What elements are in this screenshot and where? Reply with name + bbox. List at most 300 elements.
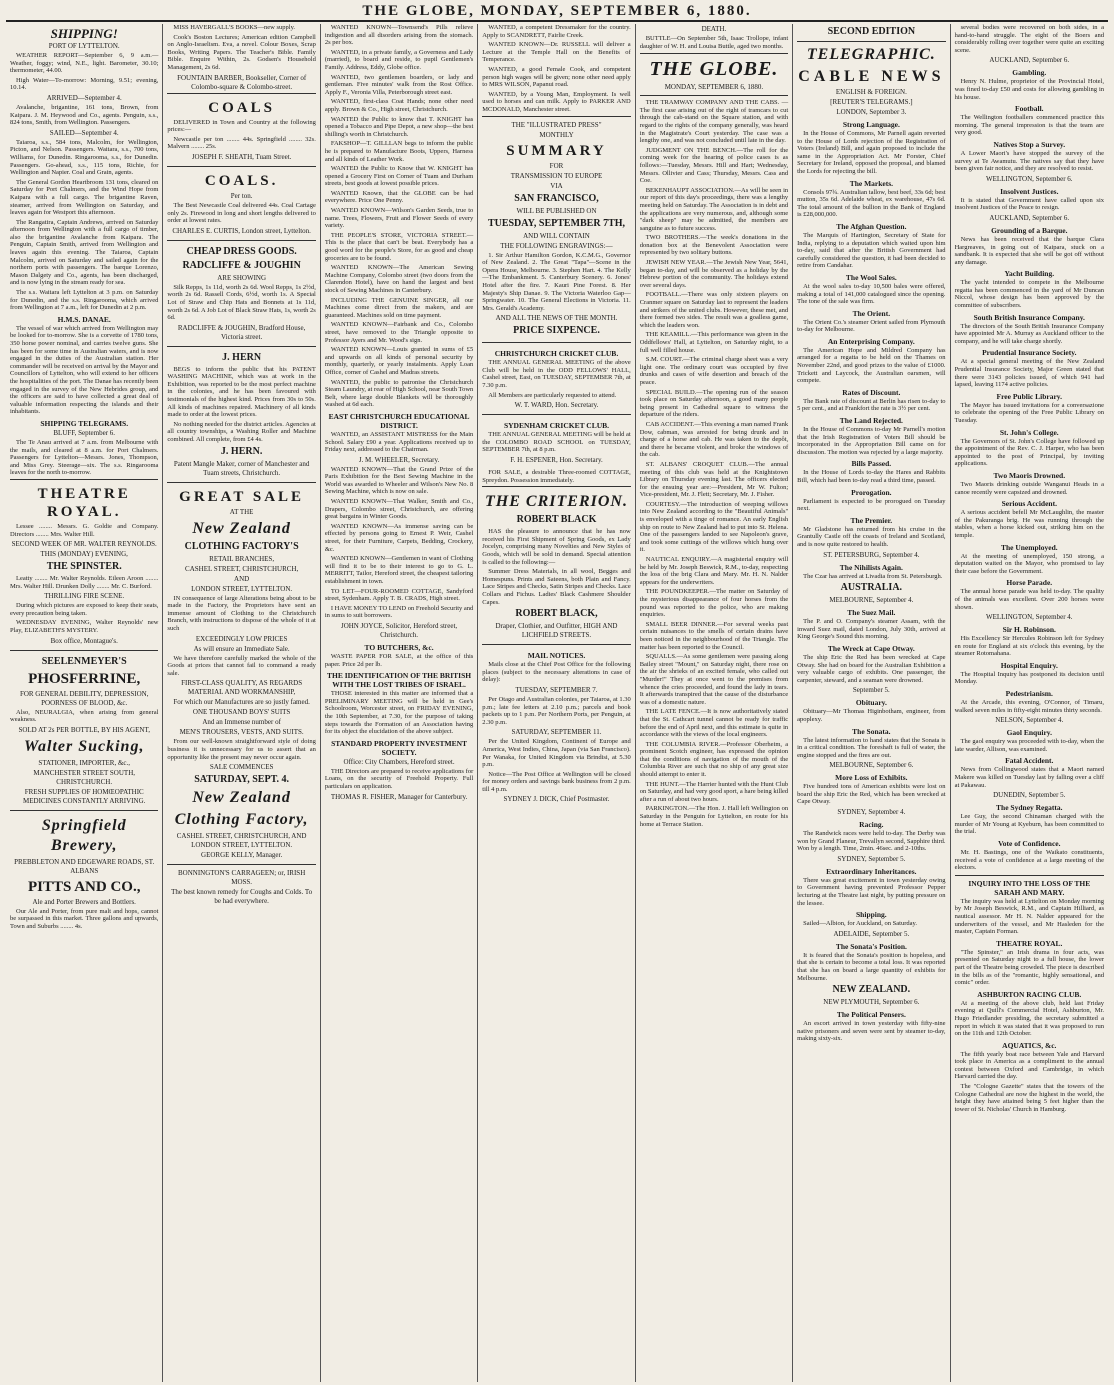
exceedingly-low: EXCEEDINGLY LOW PRICES [195, 634, 288, 643]
press-summary: SUMMARY [506, 142, 607, 159]
horse-heading: Horse Parade. [1006, 578, 1053, 588]
divider [640, 53, 788, 54]
vote-body: Mr. H. Bastings, one of the Waikato constituents, received a vote of confidence at a large meeting of the electors. [954, 849, 1104, 872]
australia-heading: AUSTRALIA. [840, 582, 903, 594]
shipping-telegrams-dateline: BLUFF, September 6. [53, 428, 116, 437]
kelly-manager: GEORGE KELLY, Manager. [201, 851, 283, 860]
shipping-telegrams-heading: SHIPPING TELEGRAMS. [40, 418, 129, 428]
pedestrianism-heading: Pedestrianism. [1005, 689, 1053, 699]
brewery-ad [10, 810, 158, 936]
press-via: VIA [550, 181, 563, 190]
auckland-dateline: AUCKLAND, September 6. [989, 56, 1070, 65]
football-body: The Wellington footballers commenced practice this morning. The general impression is that the team are very good. [954, 114, 1104, 137]
sydney-regatta-body: Lee Guy, the second Chinaman charged with the murder of Mr Young at Kyeburn, has been committed to the trial. [954, 813, 1104, 836]
pitts-sub: Ale and Porter Brewers and Bottlers. [32, 897, 136, 906]
hms-body: The vessel of war which arrived from Wellington may be looked for to-morrow. She is a corvette of 1780 tons, 350 horse power nominal, and carries twelve guns. She has been for some time in Australian waters, and is now engaged in the duties of the Australian station. Her commander will be received on arrival by the Mayor and Councillors of Lyttelton, who will extend to her officers the hospitalities of the port. The Danae has recently been engaged in the survey of the New Hebrides group, and the officers are said to have collected a great deal of valuable information respecting the islands and their inhabitants. [10, 324, 159, 416]
money-to-lend: I HAVE MONEY TO LEND on Freehold Security and in sums to suit borrowers. [324, 604, 474, 620]
news-item-14: THE POUNDKEEPER.—The matter on Saturday of the mysterious disappearance of four horses from the pound was reported to the police, who are making enquiries. [639, 588, 789, 619]
coals-ad [167, 93, 315, 166]
wellington-dateline-2: WELLINGTON, September 4. [985, 613, 1073, 622]
sydenham-secretary: F. H. ESPENER, Hon. Secretary. [510, 456, 603, 465]
news-item-19: THE HUNT.—The Harrier hunted with the Hunt Club on Saturday, and had very good sport, a hare being killed after a run of about two hours. [639, 780, 789, 803]
sydenham-body: THE ANNUAL GENERAL MEETING will be held at the COLOMBO ROAD SCHOOL on TUESDAY, SEPTEMBER 7th, at 8 p.m. [482, 431, 631, 454]
walter-sub: STATIONER, IMPORTER, &c., [38, 758, 130, 767]
as-will-ensure: As will ensure an Immediate Sale. [193, 644, 290, 653]
wanted-ad-17: WANTED KNOWN—As immense saving can be effected by persons going to Ernest P. Weir, Cashel street, for their Furniture, Carpets, Bedding, Crockery, &c. [324, 522, 474, 553]
and-word: AND [234, 574, 250, 583]
robinson-body: His Excellency Sir Hercules Robinson left for Sydney en route for England at six o'clock this evening, by the steamer Rotomahana. [954, 635, 1104, 658]
wanted-ad-9: WANTED KNOWN—Wilson's Garden Seeds, true to name. Trees, Flowers, Fruit and Flower Seeds of every variety. [324, 207, 474, 230]
coals-name: JOSEPH F. SHEATH, Tuam Street. [191, 152, 292, 161]
news-item-6: FOOTBALL.—There was only sixteen players on Cranmer square on Saturday last to represent the leaders and strikers of the united clubs. However, these met, and there formed two sides. The result was a goalless game, which the leaders won. [639, 291, 789, 329]
first-class-quality: FIRST-CLASS QUALITY, AS REGARDS MATERIAL AND WORKMANSHIP, [181, 679, 303, 697]
robert-black-sub: Draper, Clothier, and Outfitter, HIGH AND LICHFIELD STREETS. [495, 622, 618, 640]
coals-prices: Newcastle per ton ........ 44s. Springfield ........ 32s. Malvern ........ 25s. [167, 135, 316, 151]
cricket-secretary: W. T. WARD, Hon. Secretary. [514, 401, 599, 410]
shipping-news: The General Gordon Heartbroom 131 tons, cleared on Saturday for Port Chalmers, and the Wind Hope from Kaipara with a full cargo. The brigantine Raven, steamer, arrived from Wellington on Saturday, and leaves again for Westport this afternoon. [10, 178, 159, 217]
serious-heading: Serious Accident. [1001, 499, 1057, 509]
radcliffe-heading: RADCLIFFE & JOUGHIN [182, 259, 301, 271]
press-engraving-list: 1. Sir Arthur Hamilton Gordon, K.C.M.G., Governor of New Zealand. 2. The Great "Tapa"—Scene in the Opera House, Melbourne. 3. Stephen Hart. 4. The Kelly—The Embankment. 5. Canterbury Scenery. 6. Jones' Hotel after the fire. 7. Kauri Pine Forest. 8. Her Majesty's Ship Danae. 9. The Victoria Waterloo Gap—Springwater. 10. The General Elections in Victoria. 11. Mrs. Gerald's Academy. [482, 251, 631, 312]
cologne-body: The "Cologne Gazette" states that the towers of the Cologne Cathedral are now the highest in the world, the height they have attained being 5 feet higher than the tower of St. Nicholas' Church in Hamburg. [954, 1083, 1104, 1113]
melbourne-dateline-3: MELBOURNE, September 6. [829, 761, 914, 770]
news-item-2: JUDGMENT ON THE BENCH.—The roll for the coming week for the hearing of police cases is as follows:—Tuesday, Messrs. Hill and Hart; Wednesday, Messrs. Ollivier and Cass; Thursday, Messrs. Cass and Coe. [639, 146, 789, 185]
postmaster: SYDNEY J. DICK, Chief Postmaster. [503, 795, 610, 804]
wanted-ad-6: FAKSHOP—T. GILLLAN begs to inform the public he is prepared to Manufacture Boots, Uppers, Harness and all kinds of Leather Work. [324, 140, 474, 163]
column-4 [478, 24, 635, 1382]
theatre-cast: Leatty ........ Mr. Walter Reynolds. Eileen Aroon ........ Mrs. Walter Hill. Drunken Dolly ........ Mr. C. Burford. [10, 575, 159, 590]
melbourne-dateline: MELBOURNE, September 4. [829, 596, 914, 605]
press-published: WILL BE PUBLISHED ON [516, 206, 597, 215]
south-british-heading: South British Insurance Company. [973, 312, 1085, 322]
dress-goods-ad [167, 240, 315, 346]
mens-trousers: MEN'S TROUSERS, VESTS, AND SUITS. [179, 728, 304, 737]
column-5 [636, 24, 793, 1382]
yacht-body: The yacht intended to compete in the Melbourne regatta has been commenced in the yard of Mr Duncan Niccol, whose design has been approved by the committee of subscribers. [954, 279, 1104, 310]
shipping-title: SHIPPING! [50, 26, 118, 41]
insolvent-body: It is stated that Government have called upon six insolvent Justices of the Peace to resign. [954, 196, 1104, 212]
retail-branches: RETAIL BRANCHES, [209, 554, 275, 563]
wanted-ad-16: WANTED KNOWN—That Walker, Smith and Co., Drapers, Colombo street, Christchurch, are offering great bargains in Winter Goods. [324, 498, 474, 521]
walter-fresh: FRESH SUPPLIES OF HOMŒOPATHIC MEDICINES CONSTANTLY ARRIVING. [23, 787, 146, 805]
enterprising-body: The American Hope and Mildred Company has arranged for a regatta to be held on the Thames on November 22nd, and good prizes to the value of £1000. Trickett and Laycock, the Australian oarsmen, will compete. [797, 346, 946, 385]
phosferrine-ad [10, 650, 158, 810]
wanted-ad-4: WANTED, first-class Coat Hands; none other need apply. Brown & Co., High street, Christchurch. [324, 98, 474, 113]
peoples-store: THE PEOPLE'S STORE, VICTORIA STREET.—This is the place that can't be beat. Everybody has a good word for the people's Store, for as good and cheap groceries are to be found. [324, 231, 474, 262]
wanted-ad-2: WANTED, in a private family, a Governess and Lady (married), to board and reside, to pupil Gentlemen's Family. Address, Eddy, Globe office. [324, 48, 474, 71]
st-john-heading: St. John's College. [999, 427, 1059, 437]
stpete-dateline: ST. PETERSBURG, September 4. [823, 550, 920, 559]
fatal-heading: Fatal Accident. [1005, 756, 1054, 766]
standard-manager: THOMAS R. FISHER, Manager for Canterbury. [330, 792, 468, 801]
insolvent-heading: Insolvent Justices. [1000, 186, 1059, 196]
continued-text: several bodies were recovered on both sides, in a hand-to-hand struggle. The eight of the Boers and considerably rolling over together were quite an exciting scene. [954, 24, 1104, 54]
wool-body: At the wool sales to-day 10,500 bales were offered, making a total of 141,000 catalogued since the opening. The tone of the sale was firm. [797, 282, 946, 306]
reuter-tag: [REUTER'S TELEGRAMS.] [830, 98, 913, 106]
standard-body: THE Directors are prepared to receive applications for Loans, on the security of Freehold Property. Full particulars on application. [324, 767, 474, 790]
second-edition: SECOND EDITION [827, 26, 916, 37]
bonnington-body: The best known remedy for Coughs and Colds. To be had everywhere. [171, 888, 313, 906]
news-item-9: SPECIAL BUILD.—The opening run of the season took place on Saturday afternoon, a good many people being present in Cathedral square to witness the departure of the riders. [639, 388, 789, 419]
radcliffe-address: RADCLIFFE & JOUGHIN, Bradford House, Victoria street. [177, 323, 306, 341]
news-item-3: BEKENHAUPT ASSOCIATION.—As will be seen in our report of this day's proceedings, there was a lengthy meeting held on Saturday. The Association is in debt and the applications are very numerous, and, although some "dark sheep" may be admitted, the members are sanguine as to future success. [639, 186, 789, 232]
nz-clothing: New Zealand [192, 519, 291, 537]
shipping-news-body: The Rangatira, Captain Andrews, arrived on Saturday afternoon from Wellington with a full cargo of timber, also the brigantine Avalanche from Kaipara. The Penguin, Captain Smith, arrived from Wellington and leaves again this evening. The Taiaroa, Captain Malcolm, arrived on Saturday and sailed again for the northern ports with passengers. The barque Lorenzo, Mason Dalgety and Co., agents, has been discharged, and is now lying in the stream ready for sea. [10, 218, 159, 287]
wanted-ad-3: WANTED, two gentlemen boarders, or lady and gentleman. Five minutes' walk from the Rost Office. Apply F., Veronia Villa, Peterborough street east. [324, 73, 474, 96]
news-item-17: THE LATE FENCE.—It is now authoritatively stated that the St. Cathcart tunnel cannot be ready for traffic before the end of April next, and this estimate is quite in accordance with the views of the local engineers. [639, 708, 789, 739]
hern-body: BEGS to inform the public that his PATENT WASHING MACHINE, which was at work in the Exhibition, was reported to be the most perfect machine in the colonies, and he has been favoured with testimonials of the highest kind. Prices from 30s to 50s. All kinds of machines repaired. Machinery of all kinds made to order at the lowest prices. [167, 365, 316, 419]
shipping-body: Sailed—Albion, for Auckland, on Saturday. [803, 920, 917, 928]
suez-heading: The Suez Mail. [847, 608, 896, 618]
wanted-ad-14: WANTED, an ASSISTANT MISTRESS for the Main School. Salary £90 a year. Applications received up to Friday next, addressed to the Chairman. [324, 430, 474, 454]
arrived-heading: ARRIVED—September 4. [46, 93, 122, 102]
press-price: PRICE SIXPENCE. [513, 325, 600, 337]
nelson-dateline: NELSON, September 4. [995, 716, 1064, 725]
standard-heading: STANDARD PROPERTY INVESTMENT SOCIETY. [331, 738, 468, 757]
enterprising-heading: An Enterprising Company. [827, 336, 915, 346]
pitts-heading: PITTS AND CO., [27, 878, 141, 895]
natives-heading: Natives Stop a Survey. [993, 139, 1066, 149]
news-item-5: JEWISH NEW YEAR.—The Jewish New Year, 5641, began to-day, and will be observed as a holiday by the Hebrew portion of the community. The holidays extend over several days. [639, 259, 789, 289]
wanted-ad-5: WANTED the Public to know that T. KNIGHT has opened a Tobacco and Pipe Depot, a new shop—the best shilling's worth in Christchurch. [324, 115, 474, 138]
news-item-1: THE TRAMWAY COMPANY AND THE CABS. —The first case arising out of the right of tramcars to cut through the cab-stand on the Square station, and with regard to the rights of the company generally, was heard in the Magistrate's Court yesterday. The case was a lengthy one, and was not concluded until late in the day. [639, 99, 789, 145]
criterion-ad [482, 486, 630, 644]
sonata-heading: The Sonata. [852, 726, 891, 736]
adelaide-dateline: ADELAIDE, September 5. [833, 929, 910, 938]
news-item-13: NAUTICAL ENQUIRY.—A magisterial enquiry will be held by Mr. Joseph Beswick, R.M., to-day, respecting the loss of the brig Clara and Mary. Mr. H. N. Nalder appears for the underwriters. [639, 556, 789, 586]
columns [6, 24, 1108, 1382]
and-immense: And an Immense number of [202, 718, 281, 727]
mail-heading: MAIL NOTICES. [527, 651, 586, 661]
mail-notices [482, 644, 630, 808]
masthead: THE GLOBE, MONDAY, SEPTEMBER 6, 1880. [6, 2, 1108, 22]
waste-paper: WASTE PAPER FOR SALE, at the office of this paper. Price 2d per lb. [324, 652, 474, 668]
serious-body: A serious accident befell Mr McLaughlin, the master of the Pakuranga brig. He was running through the stables, when a horse kicked out, striking him on the temple. [954, 509, 1104, 539]
cricket-body: THE ANNUAL GENERAL MEETING of the above Club will be held in the ODD FELLOWS' HALL, Cashel street, East, on TUESDAY, SEPTEMBER 7th, at 7.30 p.m. [482, 359, 631, 390]
wanted-ad-18: WANTED KNOWN—Gentlemen in want of Clothing will find it to be to their interest to go to G. L. MERRITT, Tailor, Hereford street, the cheapest tailoring establishment in town. [324, 555, 474, 585]
natives-body: A Lower Maori's have stopped the survey of the survey at Te Awamutu. The natives say that they have been given fair notice, and they are resolved to resist. [954, 149, 1104, 173]
extra-heading: Extraordinary Inheritances. [826, 866, 917, 876]
wool-heading: The Wool Sales. [845, 272, 897, 282]
obituary-body: Obituary—Mr Thomas Higinbotham, engineer, from apoplexy. [797, 708, 946, 723]
grounding-heading: Grounding of a Barque. [991, 225, 1068, 235]
press-engravings: THE FOLLOWING ENGRAVINGS:— [500, 241, 613, 250]
springfield-sub: PREBBLETON AND EDGEWARE ROADS, ST. ALBANS [14, 857, 155, 875]
hern2-heading: J. HERN. [220, 445, 263, 457]
cheap-dress-heading: CHEAP DRESS GOODS. [186, 245, 297, 257]
column-3 [321, 24, 478, 1382]
prudential-body: At a special general meeting of the New Zealand Prudential Insurance Society, Major Green stated that there were 3143 policies issued, of which 941 had lapsed, leaving 1174 active policies. [954, 358, 1104, 389]
land-body: In the House of Commons to-day Mr Parnell's motion that the Irish Registration of Voters Bill should be incorporated in the Appropriation Bill came on for discussion. The motion was rejected by a large majority. [797, 426, 946, 456]
sailed-heading: SAILED—September 4. [49, 128, 119, 137]
clothing-factory-2: Clothing Factory, [174, 811, 309, 829]
obituary-heading: Obituary. [855, 698, 887, 708]
press-contain: AND WILL CONTAIN [523, 231, 590, 240]
st-john-body: The Governors of St. John's College have followed up the appointment of the Rev. C. J. Harper, who has been appointed to the post of Principal, by inviting applications. [954, 437, 1104, 468]
wanted-ad-13: WANTED, the public to patronise the Christchurch Steam Laundry, at rear of High School, near South Town Belt, where large double Blankets will be thoroughly washed at 6d each. [324, 378, 474, 409]
press-transmission: TRANSMISSION TO EUROPE [510, 171, 603, 180]
wanted-lecture: WANTED KNOWN—Dr. RUSSELL will deliver a Lecture at the Temple Hall on the Benefits of Temperance. [482, 41, 631, 64]
wanted-cook: WANTED, a good Female Cook, and competent person high wages will be given; none other need apply to MRS WILSON, Papanui road. [482, 65, 631, 89]
unemployed-body: At the meeting of unemployed, 150 strong, a deputation waited on the Mayor, who promised to lay their case before the Government. [954, 552, 1104, 575]
news-item-11: ST. ALBANS' CROQUET CLUB.—The annual meeting of this club was held at the Knightstown Library on Thursday evening last. The officers elected for the ensuing year are:—President, Mr W. Fulton; Vice-president, Mr. J. Flett; Secretary, Mr. J. Fisher. [639, 460, 789, 499]
news-item-12: COURTESY.—The introduction of weeping willows into New Zealand according to the "Beautiful Animals" is enveloped with a tinge of romance. An early English ship on route to New Zealand had to put into St. Helena. One of the passengers landed to see Napoleon's grave, and took some cuttings of the willows which hung over it. [639, 500, 789, 554]
afghan-body: The Marquis of Hartington, Secretary of State for India, replying to a deputation which waited upon him to-day, said that after the British Government had carefully considered the question, it had been decided to retire from Candahar. [797, 231, 946, 270]
premier-heading: The Premier. [850, 515, 893, 525]
telegraphic-heading: TELEGRAPHIC. [806, 46, 936, 63]
sale-body-2: We have therefore carefully marked the whole of the Goods at prices that cannot fail to command a ready sale. [167, 654, 316, 677]
news-item-20: PARKINGTON.—The Hon. J. Hall left Wellington on Saturday in the Penguin for Lyttelton, en route for his home at Terrace Station. [639, 805, 789, 828]
death-body: BUTTLE—On September 5th, Isaac Trollope, infant daughter of W. H. and Louisa Buttle, aged two months. [639, 35, 789, 50]
suez-body: The P. and O. Company's steamer Assam, with the inward Suez mail, dated London, July 30th, arrived at King George's Sound this morning. [797, 618, 946, 641]
coals2-body: The Best Newcastle Coal delivered 44s. Coal Cartage only 2s. Firewood in long and short lengths delivered to order at lowest rates. [167, 201, 316, 225]
maoris-heading: Two Maoris Drowned. [993, 470, 1066, 480]
sydney-regatta-heading: The Sydney Regatta. [996, 803, 1063, 813]
seelenmeyer-heading: SEELENMEYER'S [41, 655, 127, 667]
wanted-employment: WANTED, by a Young Man, Employment. Is well used to horses and can milk. Apply to PARKER AND MCDONALD, Manchester street. [482, 90, 631, 113]
ashburton-heading: ASHBURTON RACING CLUB. [977, 989, 1082, 999]
vote-heading: Vote of Confidence. [998, 839, 1061, 848]
wellington-dateline: WELLINGTON, September 6. [985, 174, 1073, 183]
high-water: High Water—To-morrow: Morning, 9.51; evening, 10.14. [10, 76, 159, 92]
theatre-play: THE SPINSTER. [46, 561, 122, 573]
coals2-sub: Per ton. [230, 191, 253, 200]
rates-body: The Bank rate of discount at Berlin has risen to-day to 5 per cent., and at Frankfort the rate is 3½ per cent. [797, 397, 946, 413]
wheeler-secretary: J. M. WHEELER, Secretary. [358, 455, 440, 464]
wanted-ad-8: WANTED Known, that the GLOBE can be had everywhere. Price One Penny. [324, 189, 474, 205]
phosferrine-body: Also, NEURALGIA, when arising from general weakness. [10, 708, 159, 724]
havergall-body: Cook's Boston Lectures; American edition Campbell on Anglo-Israelism. Eva, a novel. Colour Boxes, Scrap Books, Writing Papers. The Teacher's Bible. Family Bible. Enquire Within, 2s. Godsen's Household Management, 2s 6d. [167, 33, 316, 71]
sonata2-body: It is feared that the Sonata's position is hopeless, and that she is certain to become a total loss. It was reported that she has on board a large quantity of exhibits for Melbourne. [797, 951, 946, 982]
london-street: LONDON STREET, LYTTELTON. [191, 584, 293, 593]
library-heading: Free Public Library. [996, 391, 1063, 401]
great-sale-heading: GREAT SALE [179, 488, 305, 505]
great-sale-ad [167, 482, 315, 865]
yacht-heading: Yacht Building. [1004, 269, 1055, 279]
news-item-16: SQUALLS.—As some gentlemen were passing along Bailey street "Mount," on Saturday night, there rose on the air the shrieks of an excited female, who called out "Murder!" They at once went to the premises from whence the cries proceeded, and found the lady in tears. It afterwards transpired that the cause of the disturbance was of a domestic nature. [639, 653, 789, 706]
radcliffe-sub: ARE SHOWING [217, 273, 267, 282]
fountain-barber: FOUNTAIN BARBER, Bookseller, Corner of Colombo-square & Colombo-street. [177, 73, 307, 91]
divider [640, 95, 788, 96]
news-item-15: SMALL BEER DINNER.—For several weeks past certain nuisances to the smells of certain drains have been noticed in the neighbourhood of the Triangle. The matter has been reported to the Council. [639, 620, 789, 651]
nihilists-heading: The Nihilists Again. [839, 562, 903, 572]
coals2-name: CHARLES E. CURTIS, London street, Lyttelton. [172, 226, 311, 235]
theatre-tomorrow: WEDNESDAY EVENING, Walter Reynolds' new Play, ELIZABETH'S MYSTERY. [10, 619, 159, 635]
walter-address: MANCHESTER STREET SOUTH, CHRISTCHURCH. [33, 768, 135, 786]
column-2 [163, 24, 320, 1382]
joyce-solicitor: JOHN JOYCE, Solicitor, Hereford street, Christchurch. [340, 621, 458, 639]
theatre-heading: THEATRE ROYAL. [37, 485, 131, 520]
melbourne-dateline-2: September 5. [852, 686, 890, 695]
orient-heading: The Orient. [852, 308, 891, 318]
death-heading: DEATH. [701, 25, 727, 33]
divider [797, 41, 945, 42]
south-british-body: The directors of the South British Insurance Company have appointed Mr A. Murray as Auckland officer to the company, and he will take charge shortly. [954, 322, 1104, 345]
phosferrine-sold: SOLD AT 2s PER BOTTLE, BY HIS AGENT, [18, 725, 150, 734]
sale-commences: SALE COMMENCES [209, 763, 274, 772]
robert-black-items: Summer Dress Materials, in all wool, Begges and Homespuns. Prints and Sateens, both Plain and Fancy. Lace Stripes and Checks, Satin Stripes and Checks. Lace Collars and Fichus. Ladies' Black Cashmere Shoulder Capes. [482, 568, 631, 606]
editorial-date: MONDAY, SEPTEMBER 6, 1880. [664, 83, 764, 92]
wanted-ad-12: WANTED KNOWN—Louis granted in sums of £5 and upwards on all kinds of personal security by monthly, quarterly, or yearly instalments. Apply Loan Office, corner of Cashel and Madras streets. [324, 346, 474, 376]
nihilists-body: The Czar has arrived at Livadia from St. Petersburgh. [803, 572, 943, 580]
nz-heading: NEW ZEALAND. [832, 984, 911, 996]
gambling-body: Henry N. Hulme, proprietor of the Provincial Hotel, was fined to-day £50 and costs for allowing gambling in his house. [954, 78, 1104, 101]
afghan-heading: The Afghan Question. [836, 221, 907, 231]
wreck-body: The ship Eric the Red has been wrecked at Cape Otway. She had on board for the Australian Exhibition a very valuable cargo of exhibits. One passenger, the carpenter, steward, and a seaman were drowned. [797, 653, 946, 684]
news-item-10: CAB ACCIDENT.—This evening a man named Frank Dow, cabman, was arrested for being drunk and in charge of a horse and cab. He was taken to the depôt, and there he became violent, and broke the windows of the cab. [639, 420, 789, 459]
to-let-ad: TO LET—FOUR-ROOMED COTTAGE, Sandyford street, Sydenham. Apply T. B. CRADS, High street. [324, 587, 474, 603]
press-heading: THE "ILLUSTRATED PRESS" [511, 120, 602, 129]
racing-body: The Randwick races were held to-day. The Derby was won by Grand Flaneur, Trevallyn second, Sapphire third. Won by a length. Time, 2min. 46sec. and 2-10ths. [797, 830, 946, 853]
illustrated-press-ad [482, 116, 630, 343]
grounding-body: News has been received that the barque Clara Hargreaves, in going out of Kaipara, stuck on a sandbank. It is expected that she will be got off without any damage. [954, 235, 1104, 266]
lost-tribes-body: THOSE interested in this matter are informed that a PRELIMINARY MEETING will be held in Gee's Schoolroom, Worcester street, on FRIDAY EVENING, the 10th September, at 7.30, for the purpose of taking steps towards the Formation of an Association having for its object the elucidation of the above subject. [324, 690, 474, 736]
stock-body: From our well-known straightforward style of doing business it is unnecessary for us to assert that an opportunity like the present may never occur again. [167, 738, 316, 761]
theatre-review-heading: THEATRE ROYAL. [996, 938, 1063, 948]
coals2-ad [167, 166, 315, 240]
great-sale-at: AT THE [229, 507, 254, 516]
singer-ad: INCLUDING THE GENUINE SINGER, all our Machines come direct from the makers, and are guaranteed. Machines sold on time payment. [324, 296, 474, 319]
premier-body: Mr Gladstone has returned from his cruise in the Grantully Castle off the coasts of Ireland and Scotland, and is now quite restored to health. [797, 525, 946, 548]
column-1 [6, 24, 163, 1382]
prorogation-heading: Prorogation. [851, 487, 892, 497]
football-heading: Football. [1015, 104, 1044, 114]
cashel-street-2: CASHEL STREET, CHRISTCHURCH, AND LONDON STREET, LYTTELTON. [176, 832, 307, 850]
walter-sucking: Walter Sucking, [23, 737, 145, 755]
plymouth-dateline: NEW PLYMOUTH, September 6. [823, 998, 920, 1007]
library-body: The Mayor has issued invitations for a conversazione to celebrate the opening of the Free Public Library on Tuesday. [954, 401, 1104, 424]
hern-heading: J. HERN [222, 351, 262, 363]
markets-body: Consols 97¾. Australian tallow, best beef, 33s 6d; best mutton, 35s 6d. Adelaide wheat, ex warehouse, 47s 6d. The total amount of the bullion in the Bank of England is £28,000,000. [797, 188, 946, 219]
mail-list: Per Otago and Australian colonies, per Taiaroa, at 1.30 p.m.; late fee letters at 2.10 p.m.; parcels and book packets up to 1 p.m. Per Northern Ports, per Penguin, at 2.30 p.m. [482, 695, 631, 726]
news-item-4: TWO BROTHERS.—The week's donations in the donation box at the Benevolent Association were represented by two solitary buttons. [639, 234, 789, 257]
boys-suits: ONE THOUSAND BOYS' SUITS [192, 708, 291, 717]
mail-note: Notice—The Post Office at Wellington will be closed for money orders and savings bank business from 2 p.m. till 4 p.m. [482, 770, 631, 793]
fatal-body: News from Collingwood states that a Maori named Makere was killed on Tuesday last by falling over a cliff at Pakawau. [954, 766, 1104, 789]
wanted-dressmaker: WANTED, a competent Dressmaker for the country. Apply to SCANDRETT, Fairlie Creek. [482, 24, 631, 39]
coals2-heading: COALS. [204, 172, 279, 189]
aquatics-body: The fifth yearly boat race between Yale and Harvard took place in America as a compliment to the annual contest between Oxford and Cambridge, in which Harvard carried the day. [954, 1050, 1104, 1081]
aquatics-heading: AQUATICS, &c. [1002, 1040, 1057, 1050]
column-7 [951, 24, 1108, 1382]
phosferrine-sub: FOR GENERAL DEBILITY, DEPRESSION, POORNESS OF BLOOD, &c. [19, 689, 149, 707]
press-sf: SAN FRANCISCO, [514, 192, 599, 204]
sale-body: IN consequence of large Alterations being about to be made in the Factory, the Proprietors have sent an immense amount of Clothing to the Christchurch Branch, with instructions to dispose of the whole of it at such [167, 594, 316, 632]
news-item-18: THE COLUMBIA RIVER.—Professor Oberheim, a prominent Scotch engineer, has expressed the opinion that the conditions of navigation of the mouth of the Columbia River are such that no ship of any great size should attempt to enter it. [639, 740, 789, 779]
mail-tuesday: TUESDAY, SEPTEMBER 7. [515, 685, 598, 694]
ashburton-body: At a meeting of the above club, held last Friday evening at Quill's Commercial Hotel, Ashburton, Mr. Hugo Friedlander presiding, the secretary submitted a report in which it was stated that it was proposed to run on the 11th and 12th October. [954, 999, 1104, 1038]
theatre-lessee: Lessee ........ Messrs. G. Goldie and Company. Directors ........ Mrs. Walter Hill. [10, 522, 159, 538]
radcliffe-items: Silk Repps, 1s 11d, worth 2s 6d. Wool Repps, 1s 2½d, worth 2s 6d. Rassell Cords, 6½d, worth 1s. A Special Lot of Straw and Chip Hats and Bonnets at 1s 11d, worth 2s 6d. A Job Lot of Black Straw Hats, 1s, worth 2s 6d. [167, 283, 316, 322]
wanted-ad-7: WANTED the Public to Know that W. KNIGHT has opened a Grocery First on Corner of Tuam and Durham streets, best goods at lowest possible prices. [324, 165, 474, 188]
theatre-box: Box office, Montague's. [50, 636, 118, 645]
divider [955, 875, 1104, 876]
prudential-heading: Prudential Insurance Society. [982, 348, 1077, 358]
hospital-heading: Hospital Enquiry. [1000, 660, 1058, 670]
sydenham-ad [482, 414, 630, 469]
theatre-scene: THRILLING FIRE SCENE. [44, 592, 125, 601]
theatre-this-evening: THIS (MONDAY) EVENING, [40, 550, 128, 559]
maoris-body: Two Maoris drinking outside Wanganui Heads in a canoe recently were capsized and drowned. [954, 480, 1104, 496]
robert-black-heading-2: ROBERT BLACK, [515, 608, 598, 620]
hms-heading: H.M.S. DANAE. [57, 314, 111, 324]
lost-tribes-heading: THE IDENTIFICATION OF THE BRITISH WITH THE LOST TRIBES OF ISRAEL. [327, 671, 472, 690]
land-heading: The Land Rejected. [839, 416, 903, 426]
clothing-factory: CLOTHING FACTORY'S [184, 540, 299, 552]
gambling-heading: Gambling. [1012, 68, 1047, 78]
press-news: AND ALL THE NEWS OF THE MONTH. [495, 314, 618, 323]
political-heading: The Political Pensers. [836, 1010, 906, 1020]
press-date: TUESDAY, SEPTEMBER 7TH, [487, 217, 626, 229]
nz-clothing-2: New Zealand [192, 789, 291, 807]
press-for: FOR [549, 161, 564, 170]
gaol-body: The gaol enquiry was proceeded with to-day, when the late warder, Allison, was examined. [954, 738, 1104, 753]
mail-body: Mails close at the Chief Post Office for the following places (subject to the necessary alterations in case of delay): [482, 661, 631, 684]
inquiry-body: The inquiry was held at Lyttelton on Monday morning by Mr Joseph Beswick, R.M., and Captain Hilliard, as nautical assessor. Mr H. N. Nalder appeared for the underwriters of the vessel, and Mr Hasleden for the master, Captain Forman. [954, 897, 1104, 936]
shipping-heading: Shipping. [856, 910, 887, 920]
gaol-heading: Gaol Enquiry. [1006, 728, 1052, 738]
criterion-heading: THE CRITERION. [485, 493, 628, 511]
racing-heading: Racing. [859, 820, 884, 830]
coals-heading: COALS [208, 99, 275, 116]
arrived-text: Avalanche, brigantine, 161 tons, Brown, from Kaipara. J. M. Heywood and Co., agents. Penguin, s.s., 824 tons, Smith, from Wellington. Passengers. [10, 103, 159, 127]
phosferrine-heading: PHOSFERRINE, [28, 670, 141, 687]
hern-ad [167, 346, 315, 482]
sydney-dateline: SYDNEY, September 4. [837, 808, 906, 817]
column-6 [793, 24, 950, 1382]
markets-heading: The Markets. [849, 178, 894, 188]
robinson-heading: Sir H. Robinson. [1002, 625, 1056, 635]
sailing-out: The s.s. Waitara left Lyttelton at 3 p.m. on Saturday for Dunedin, and the s.s. Ringarooma, which arrived from Wellington at 7 a.m., left for Dunedin at 2 p.m. [10, 289, 159, 312]
sonata-body: The latest information to hand states that the Sonata is in a critical condition. The foreshaft is full of water, the engine stopped and the fires are out. [797, 736, 946, 759]
dunedin-dateline: DUNEDIN, September 5. [993, 791, 1066, 800]
bills-heading: Bills Passed. [851, 459, 892, 469]
press-monthly: MONTHLY [539, 130, 574, 139]
port-heading: PORT OF LYTTELTON. [48, 42, 120, 50]
cable-news-heading: CABLE NEWS [798, 68, 945, 85]
sydenham-heading: SYDENHAM CRICKET CLUB. [503, 421, 610, 431]
inquiry-heading: INQUIRY INTO THE LOSS OF THE SARAH AND MARY. [968, 878, 1091, 897]
wanted-ad-1: WANTED KNOWN—Townsend's Pills relieve indigestion and all disorders arising from the stomach. 2s per box. [324, 24, 474, 47]
hospital-body: The Hospital Inquiry has postponed its decision until Monday. [954, 670, 1104, 686]
unemployed-heading: The Unemployed. [1000, 542, 1058, 552]
sonata2-heading: The Sonata's Position. [835, 941, 907, 951]
globe-heading: THE GLOBE. [649, 58, 779, 81]
standard-office: Office: City Chambers, Hereford street. [343, 757, 455, 766]
wanted-ad-11: WANTED KNOWN—Fairbank and Co., Colombo street, have removed to the Triangle opposite to Professor Ayers and Mr. Wood's sign. [324, 321, 474, 344]
pitts-body: Our Ale and Porter, from pure malt and hops, cannot be surpassed in this market. Three gallons and upwards, Town and Suburbs ........ 4s. [10, 907, 159, 931]
theatre-ad [10, 479, 158, 650]
extra-body: There was great excitement in town yesterday owing to Government having prevented Professor Pepper lecturing at the Theatre last night, by putting pressure on the lessee. [797, 876, 946, 907]
sale-date: SATURDAY, SEPT. 4. [194, 774, 290, 786]
cricket-heading: CHRISTCHURCH CRICKET CLUB. [494, 349, 619, 359]
for-sale-ad: FOR SALE, a desirable Three-roomed COTTAGE, Spreydon. Possession immediately. [482, 469, 631, 484]
exhibits-heading: More Loss of Exhibits. [835, 773, 908, 783]
hern2-sub: Patent Mangle Maker, corner of Manchester and Tuam streets, Christchurch. [173, 459, 310, 477]
butchers-heading: TO BUTCHERS, &c. [364, 642, 434, 652]
springfield-brewery: Springfield Brewery, [41, 816, 127, 854]
cricket-ad [482, 342, 630, 414]
mail-saturday-list: Per the United Kingdom, Continent of Europe and America, West Indies, China, Japan (via San Francisco). Per Wanaka, for United Kingdom via Brindisi, at 5.30 p.m. [482, 738, 631, 769]
east-district-heading: EAST CHRISTCHURCH EDUCATIONAL DISTRICT. [328, 411, 470, 430]
strong-language-body: In the House of Commons, Mr Parnell again reverted to the House of Lords rejection of the Registration of Voters (Ireland) Bill, and again proposed to include the same in the Appropriation Act. Mr Forster, Chief Secretary for Ireland, opposed the proposal, and blamed the Lords for rejecting the bill. [797, 130, 946, 175]
rates-heading: Rates of Discount. [842, 387, 901, 397]
pedestrianism-body: At the Arcade, this evening, O'Connor, of Timaru, walked seven miles in fifty-eight minutes thirty seconds. [954, 699, 1104, 714]
bonnington-heading: BONNINGTON'S CARRAGEEN; or, IRISH MOSS. [178, 869, 306, 887]
robert-black-heading: ROBERT BLACK [516, 514, 597, 526]
cashel-street: CASHEL STREET, CHRISTCHURCH, [185, 564, 299, 573]
bills-body: In the House of Lords to-day the Hares and Rabbits Bill, which had been to-day read a third time, passed. [797, 469, 946, 484]
